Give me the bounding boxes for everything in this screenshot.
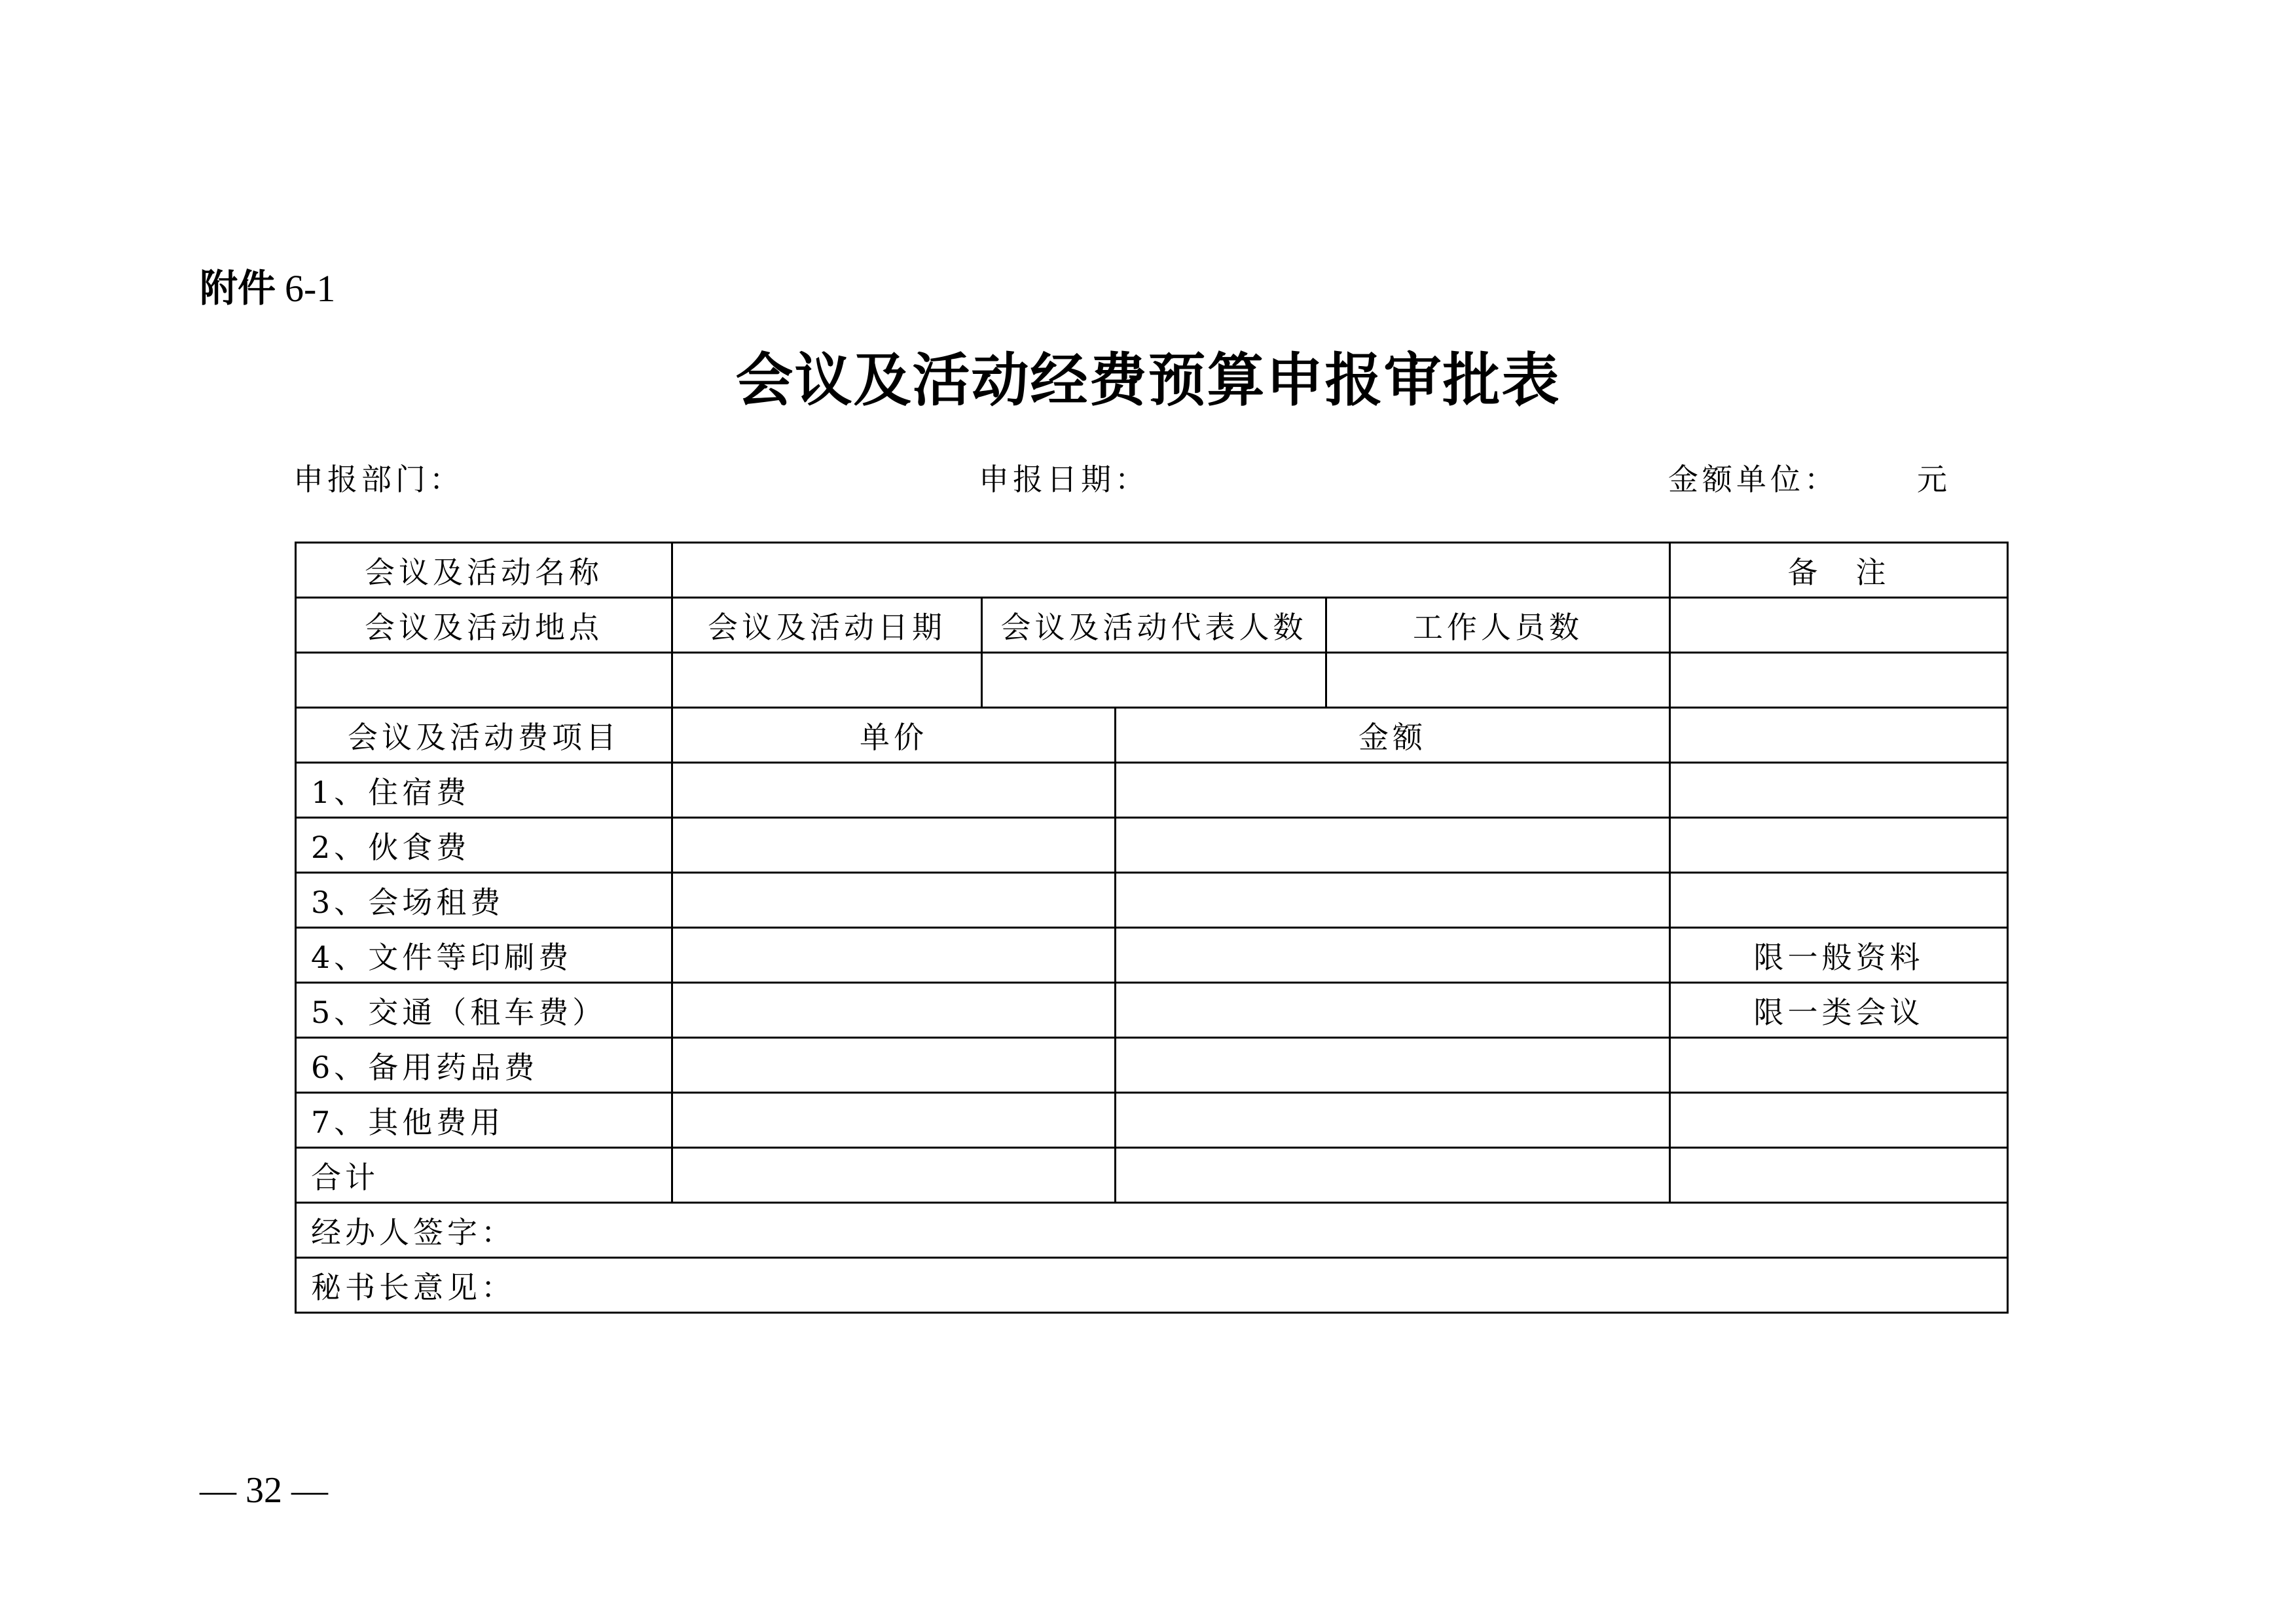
handler-signature-field[interactable]: 经办人签字： [296,1203,2008,1258]
table-row [296,1148,2008,1203]
expense-item-label: 2、伙食费 [296,818,672,873]
amount-field[interactable] [1116,1038,1670,1093]
page-title: 会议及活动经费预算申报审批表 [735,346,1561,414]
event-location-label: 会议及活动地点 [296,598,672,653]
remark-cell[interactable] [1670,818,2008,873]
unit-price-header: 单价 [672,708,1116,763]
table-row [296,1258,2008,1313]
table-row [296,653,2008,708]
delegates-count-field[interactable] [982,653,1326,708]
unit-price-field[interactable] [672,1038,1116,1093]
amount-header: 金额 [1116,708,1670,763]
table-row [296,1203,2008,1258]
unit-price-field[interactable] [672,763,1116,818]
unit-price-field[interactable] [672,928,1116,983]
secretary-opinion-field[interactable]: 秘书长意见： [296,1258,2008,1313]
attachment-text: 附件 [200,266,276,310]
department-label: 申报部门： [293,462,464,497]
remark-cell[interactable] [1670,763,2008,818]
table-row [296,763,2008,818]
amount-field[interactable] [1116,928,1670,983]
expense-item-label: 4、文件等印刷费 [296,928,672,983]
table-row [296,543,2008,598]
remark-cell[interactable] [1670,1148,2008,1203]
table-row [296,1038,2008,1093]
amount-unit-value: 元 [1917,462,1951,497]
event-location-field[interactable] [296,653,672,708]
remark-cell[interactable]: 限一般资料 [1670,928,2008,983]
unit-price-field[interactable] [672,818,1116,873]
remark-cell[interactable]: 限一类会议 [1670,983,2008,1038]
remark-cell[interactable] [1670,1093,2008,1148]
event-name-field[interactable] [672,543,1670,598]
page-number: — 32 — [200,1470,328,1511]
unit-price-field[interactable] [672,983,1116,1038]
expense-item-label: 3、会场租费 [296,873,672,928]
table-row [296,873,2008,928]
delegates-count-label: 会议及活动代表人数 [982,598,1326,653]
amount-field[interactable] [1116,873,1670,928]
table-row [296,708,2008,763]
amount-unit-label: 金额单位： [1668,462,1838,497]
remark-cell[interactable] [1670,653,2008,708]
expense-item-label: 1、住宿费 [296,763,672,818]
total-unit-price-field[interactable] [672,1148,1116,1203]
amount-field[interactable] [1116,1093,1670,1148]
expense-item-header: 会议及活动费项目 [296,708,672,763]
amount-field[interactable] [1116,983,1670,1038]
attachment-number: 6-1 [285,267,336,310]
table-row [296,928,2008,983]
staff-count-label: 工作人员数 [1326,598,1670,653]
remark-cell[interactable] [1670,598,2008,653]
remark-cell[interactable] [1670,873,2008,928]
total-amount-field[interactable] [1116,1148,1670,1203]
expense-item-label: 5、交通（租车费） [296,983,672,1038]
staff-count-field[interactable] [1326,653,1670,708]
event-date-field[interactable] [672,653,982,708]
amount-field[interactable] [1116,818,1670,873]
unit-price-field[interactable] [672,1093,1116,1148]
amount-unit [1668,458,1951,500]
budget-approval-table [295,542,2009,1314]
total-label: 合计 [296,1148,672,1203]
event-date-label: 会议及活动日期 [672,598,982,653]
remark-cell[interactable] [1670,1038,2008,1093]
remark-cell[interactable] [1670,708,2008,763]
remarks-header: 备 注 [1670,543,2008,598]
date-label: 申报日期： [979,462,1149,497]
table-row [296,983,2008,1038]
table-row [296,1093,2008,1148]
table-row [296,818,2008,873]
expense-item-label: 6、备用药品费 [296,1038,672,1093]
unit-price-field[interactable] [672,873,1116,928]
amount-field[interactable] [1116,763,1670,818]
event-name-label: 会议及活动名称 [296,543,672,598]
table-row [296,598,2008,653]
attachment-label [200,262,335,315]
expense-item-label: 7、其他费用 [296,1093,672,1148]
